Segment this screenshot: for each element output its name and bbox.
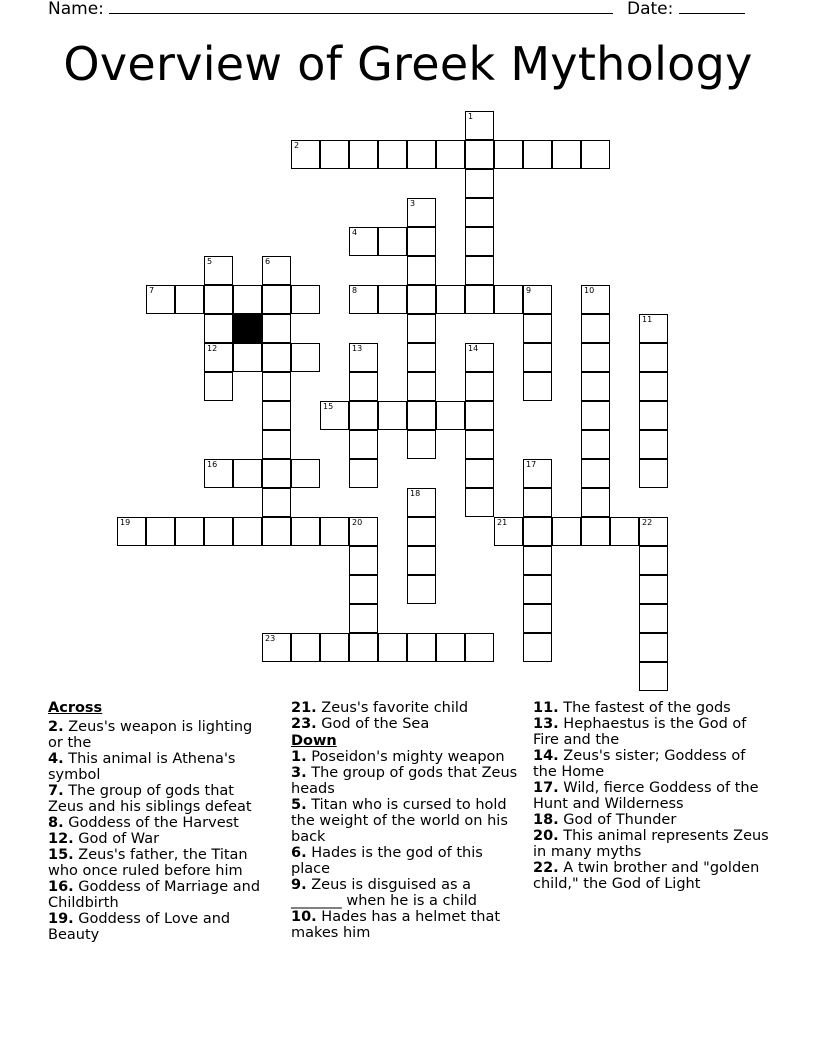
clue-number: 6. xyxy=(291,845,307,861)
clue-number: 3. xyxy=(291,765,307,781)
name-label: Name: xyxy=(48,0,104,19)
clue-text: A twin brother and "golden child," the God of Light xyxy=(533,860,760,892)
clue-text: Zeus's weapon is lighting or the xyxy=(48,719,253,751)
crossword-cell[interactable] xyxy=(639,546,668,575)
clue-item xyxy=(291,845,519,877)
crossword-cell[interactable] xyxy=(262,314,291,343)
crossword-cell[interactable] xyxy=(465,169,494,198)
clue-item xyxy=(291,716,519,732)
crossword-cell[interactable] xyxy=(465,227,494,256)
clue-text: Zeus's father, the Titan who once ruled before him xyxy=(48,847,248,879)
clue-number: 20. xyxy=(533,828,559,844)
cell-number: 16 xyxy=(207,460,218,469)
crossword-cell[interactable] xyxy=(407,343,436,372)
clue-number: 21. xyxy=(291,700,317,716)
crossword-cell[interactable] xyxy=(523,285,552,314)
clue-item xyxy=(48,831,268,847)
clue-text: Goddess of Love and Beauty xyxy=(48,911,231,943)
crossword-cell[interactable] xyxy=(407,546,436,575)
clue-number: 23. xyxy=(291,716,317,732)
crossword-cell[interactable] xyxy=(407,140,436,169)
crossword-cell[interactable] xyxy=(262,256,291,285)
crossword-cell[interactable] xyxy=(581,285,610,314)
crossword-cell[interactable] xyxy=(378,401,407,430)
clue-text: This animal is Athena's symbol xyxy=(48,751,236,783)
cell-number: 2 xyxy=(294,141,300,150)
crossword-cell[interactable] xyxy=(349,430,378,459)
crossword-cell[interactable] xyxy=(581,430,610,459)
crossword-cell[interactable] xyxy=(407,575,436,604)
crossword-cell[interactable] xyxy=(465,459,494,488)
crossword-cell[interactable] xyxy=(291,633,320,662)
crossword-cell[interactable] xyxy=(378,227,407,256)
crossword-cell[interactable] xyxy=(204,256,233,285)
crossword-cell[interactable] xyxy=(320,517,349,546)
cell-number: 17 xyxy=(526,460,537,469)
crossword-cell[interactable] xyxy=(581,517,610,546)
crossword-cell[interactable] xyxy=(233,517,262,546)
crossword-cell[interactable] xyxy=(378,140,407,169)
crossword-cell[interactable] xyxy=(291,140,320,169)
clue-text: Zeus's sister; Goddess of the Home xyxy=(533,748,746,780)
crossword-cell[interactable] xyxy=(465,488,494,517)
clue-item xyxy=(48,783,268,815)
crossword-cell[interactable] xyxy=(349,604,378,633)
down-clue-list xyxy=(291,749,519,941)
cell-number: 22 xyxy=(642,518,653,527)
crossword-cell[interactable] xyxy=(639,430,668,459)
crossword-cell[interactable] xyxy=(436,140,465,169)
clue-item xyxy=(533,828,769,860)
crossword-cell[interactable] xyxy=(349,227,378,256)
crossword-cell[interactable] xyxy=(349,343,378,372)
clue-number: 10. xyxy=(291,909,317,925)
cell-number: 11 xyxy=(642,315,653,324)
crossword-cell[interactable] xyxy=(117,517,146,546)
crossword-cell[interactable] xyxy=(581,140,610,169)
crossword-cell[interactable] xyxy=(291,517,320,546)
crossword-cell[interactable] xyxy=(494,517,523,546)
crossword-cell[interactable] xyxy=(407,488,436,517)
clue-number: 22. xyxy=(533,860,559,876)
clue-item xyxy=(533,748,769,780)
crossword-cell[interactable] xyxy=(233,459,262,488)
cell-number: 7 xyxy=(149,286,155,295)
crossword-cell[interactable] xyxy=(639,343,668,372)
clue-number: 15. xyxy=(48,847,74,863)
crossword-cell[interactable] xyxy=(523,372,552,401)
crossword-cell[interactable] xyxy=(349,575,378,604)
crossword-cell[interactable] xyxy=(523,575,552,604)
clue-text: The group of gods that Zeus heads xyxy=(291,765,518,797)
crossword-cell[interactable] xyxy=(552,140,581,169)
crossword-cell[interactable] xyxy=(407,633,436,662)
clue-number: 9. xyxy=(291,877,307,893)
crossword-cell[interactable] xyxy=(581,314,610,343)
cell-number: 8 xyxy=(352,286,358,295)
crossword-cell[interactable] xyxy=(581,459,610,488)
crossword-cell[interactable] xyxy=(465,140,494,169)
crossword-cell[interactable] xyxy=(523,140,552,169)
crossword-cell[interactable] xyxy=(494,140,523,169)
crossword-cell[interactable] xyxy=(610,517,639,546)
clue-text: The fastest of the gods xyxy=(558,700,731,716)
crossword-cell[interactable] xyxy=(465,401,494,430)
crossword-cell[interactable] xyxy=(291,343,320,372)
clue-number: 8. xyxy=(48,815,64,831)
crossword-cell[interactable] xyxy=(639,575,668,604)
crossword-cell[interactable] xyxy=(523,459,552,488)
crossword-cell[interactable] xyxy=(349,517,378,546)
cell-number: 12 xyxy=(207,344,218,353)
crossword-cell[interactable] xyxy=(320,140,349,169)
clue-item xyxy=(291,765,519,797)
clue-number: 5. xyxy=(291,797,307,813)
crossword-cell[interactable] xyxy=(436,633,465,662)
clue-text: Titan who is cursed to hold the weight of the world on his back xyxy=(291,797,508,845)
crossword-cell[interactable] xyxy=(639,372,668,401)
cell-number: 5 xyxy=(207,257,213,266)
clue-text: Goddess of Marriage and Childbirth xyxy=(48,879,261,911)
crossword-cell[interactable] xyxy=(494,285,523,314)
crossword-cell[interactable] xyxy=(552,517,581,546)
crossword-cell[interactable] xyxy=(204,517,233,546)
crossword-cell[interactable] xyxy=(262,633,291,662)
crossword-cell[interactable] xyxy=(233,343,262,372)
clues-column-3 xyxy=(533,700,769,892)
crossword-cell[interactable] xyxy=(204,459,233,488)
clue-text: Hephaestus is the God of Fire and the xyxy=(533,716,747,748)
crossword-cell[interactable] xyxy=(465,343,494,372)
crossword-cell[interactable] xyxy=(639,459,668,488)
crossword-cell[interactable] xyxy=(407,372,436,401)
clue-item xyxy=(533,860,769,892)
clue-number: 14. xyxy=(533,748,559,764)
crossword-cell[interactable] xyxy=(639,314,668,343)
clue-text: Wild, fierce Goddess of the Hunt and Wilderness xyxy=(533,780,759,812)
clue-item xyxy=(533,780,769,812)
clue-item xyxy=(291,749,519,765)
clue-item xyxy=(48,911,268,943)
down-clue-list-continued xyxy=(533,700,769,892)
clue-number: 19. xyxy=(48,911,74,927)
crossword-cell[interactable] xyxy=(349,140,378,169)
clue-number: 7. xyxy=(48,783,64,799)
crossword-cell[interactable] xyxy=(407,430,436,459)
clues-column-1 xyxy=(48,700,268,943)
clue-item xyxy=(48,751,268,783)
across-clue-list xyxy=(48,719,268,943)
crossword-cell[interactable] xyxy=(349,633,378,662)
clue-number: 1. xyxy=(291,749,307,765)
crossword-cell[interactable] xyxy=(407,517,436,546)
crossword-cell[interactable] xyxy=(407,256,436,285)
blocked-cell xyxy=(233,314,262,343)
crossword-cell[interactable] xyxy=(407,285,436,314)
clue-item xyxy=(48,847,268,879)
cell-number: 13 xyxy=(352,344,363,353)
clue-text: God of the Sea xyxy=(316,716,430,732)
across-heading: Across xyxy=(48,700,103,716)
clue-item xyxy=(48,719,268,751)
crossword-cell[interactable] xyxy=(465,430,494,459)
crossword-cell[interactable] xyxy=(639,604,668,633)
crossword-cell[interactable] xyxy=(204,285,233,314)
clues-column-2 xyxy=(291,700,519,941)
clue-item xyxy=(291,700,519,716)
clue-number: 16. xyxy=(48,879,74,895)
clue-number: 17. xyxy=(533,780,559,796)
crossword-cell[interactable] xyxy=(407,314,436,343)
clue-text: Hades has a helmet that makes him xyxy=(291,909,501,941)
cell-number: 3 xyxy=(410,199,416,208)
crossword-cell[interactable] xyxy=(378,285,407,314)
clue-item xyxy=(533,812,769,828)
clue-item xyxy=(48,815,268,831)
crossword-cell[interactable] xyxy=(262,285,291,314)
crossword-cell[interactable] xyxy=(204,343,233,372)
cell-number: 15 xyxy=(323,402,334,411)
crossword-cell[interactable] xyxy=(349,459,378,488)
crossword-cell[interactable] xyxy=(639,633,668,662)
crossword-cell[interactable] xyxy=(407,227,436,256)
crossword-cell[interactable] xyxy=(204,372,233,401)
crossword-cell[interactable] xyxy=(175,285,204,314)
clue-text: Goddess of the Harvest xyxy=(63,815,239,831)
crossword-cell[interactable] xyxy=(320,633,349,662)
crossword-cell[interactable] xyxy=(146,517,175,546)
clue-text: Hades is the god of this place xyxy=(291,845,483,877)
crossword-cell[interactable] xyxy=(436,285,465,314)
crossword-cell[interactable] xyxy=(523,633,552,662)
cell-number: 20 xyxy=(352,518,363,527)
clue-text: Zeus is disguised as a _______ when he is a child xyxy=(291,877,477,909)
cell-number: 1 xyxy=(468,112,474,121)
crossword-cell[interactable] xyxy=(465,111,494,140)
crossword-cell[interactable] xyxy=(349,372,378,401)
crossword-cell[interactable] xyxy=(436,401,465,430)
clue-item xyxy=(533,700,769,716)
crossword-cell[interactable] xyxy=(523,343,552,372)
crossword-cell[interactable] xyxy=(465,198,494,227)
clue-number: 18. xyxy=(533,812,559,828)
clue-number: 11. xyxy=(533,700,559,716)
clue-text: Zeus's favorite child xyxy=(316,700,469,716)
crossword-cell[interactable] xyxy=(262,488,291,517)
crossword-cell[interactable] xyxy=(523,488,552,517)
cell-number: 6 xyxy=(265,257,271,266)
crossword-cell[interactable] xyxy=(349,401,378,430)
cell-number: 14 xyxy=(468,344,479,353)
across-clue-list-continued xyxy=(291,700,519,732)
crossword-cell[interactable] xyxy=(349,546,378,575)
crossword-cell[interactable] xyxy=(349,285,378,314)
crossword-cell[interactable] xyxy=(262,459,291,488)
crossword-cell[interactable] xyxy=(523,546,552,575)
crossword-cell[interactable] xyxy=(262,343,291,372)
clue-text: God of Thunder xyxy=(558,812,677,828)
crossword-cell[interactable] xyxy=(262,372,291,401)
crossword-cell[interactable] xyxy=(465,256,494,285)
crossword-cell[interactable] xyxy=(291,459,320,488)
crossword-cell[interactable] xyxy=(378,633,407,662)
cell-number: 19 xyxy=(120,518,131,527)
clue-item xyxy=(533,716,769,748)
crossword-cell[interactable] xyxy=(407,401,436,430)
cell-number: 21 xyxy=(497,518,508,527)
crossword-cell[interactable] xyxy=(204,314,233,343)
clue-text: God of War xyxy=(73,831,160,847)
crossword-cell[interactable] xyxy=(291,285,320,314)
crossword-cell[interactable] xyxy=(523,604,552,633)
crossword-cell[interactable] xyxy=(465,633,494,662)
crossword-cell[interactable] xyxy=(175,517,204,546)
cell-number: 9 xyxy=(526,286,532,295)
cell-number: 4 xyxy=(352,228,358,237)
crossword-cell[interactable] xyxy=(262,401,291,430)
crossword-cell[interactable] xyxy=(146,285,175,314)
clue-number: 13. xyxy=(533,716,559,732)
down-heading: Down xyxy=(291,733,337,749)
clue-item xyxy=(291,797,519,845)
clue-number: 12. xyxy=(48,831,74,847)
clue-item xyxy=(291,877,519,909)
crossword-cell[interactable] xyxy=(581,372,610,401)
crossword-cell[interactable] xyxy=(581,343,610,372)
cell-number: 10 xyxy=(584,286,595,295)
crossword-cell[interactable] xyxy=(523,314,552,343)
clue-number: 4. xyxy=(48,751,64,767)
crossword-cell[interactable] xyxy=(407,198,436,227)
cell-number: 23 xyxy=(265,634,276,643)
crossword-cell[interactable] xyxy=(581,401,610,430)
cell-number: 18 xyxy=(410,489,421,498)
date-label: Date: xyxy=(627,0,674,19)
crossword-cell[interactable] xyxy=(581,488,610,517)
crossword-cell[interactable] xyxy=(233,285,262,314)
crossword-cell[interactable] xyxy=(465,285,494,314)
crossword-cell[interactable] xyxy=(639,401,668,430)
clue-item xyxy=(48,879,268,911)
clue-text: The group of gods that Zeus and his siblings defeat xyxy=(48,783,252,815)
crossword-cell[interactable] xyxy=(262,517,291,546)
clue-number: 2. xyxy=(48,719,64,735)
page-title: Overview of Greek Mythology xyxy=(63,37,753,91)
clue-text: Poseidon's mighty weapon xyxy=(306,749,505,765)
crossword-cell[interactable] xyxy=(523,517,552,546)
clue-item xyxy=(291,909,519,941)
crossword-cell[interactable] xyxy=(639,662,668,691)
crossword-cell[interactable] xyxy=(465,372,494,401)
clue-text: This animal represents Zeus in many myths xyxy=(533,828,769,860)
crossword-cell[interactable] xyxy=(320,401,349,430)
crossword-cell[interactable] xyxy=(262,430,291,459)
crossword-cell[interactable] xyxy=(639,517,668,546)
